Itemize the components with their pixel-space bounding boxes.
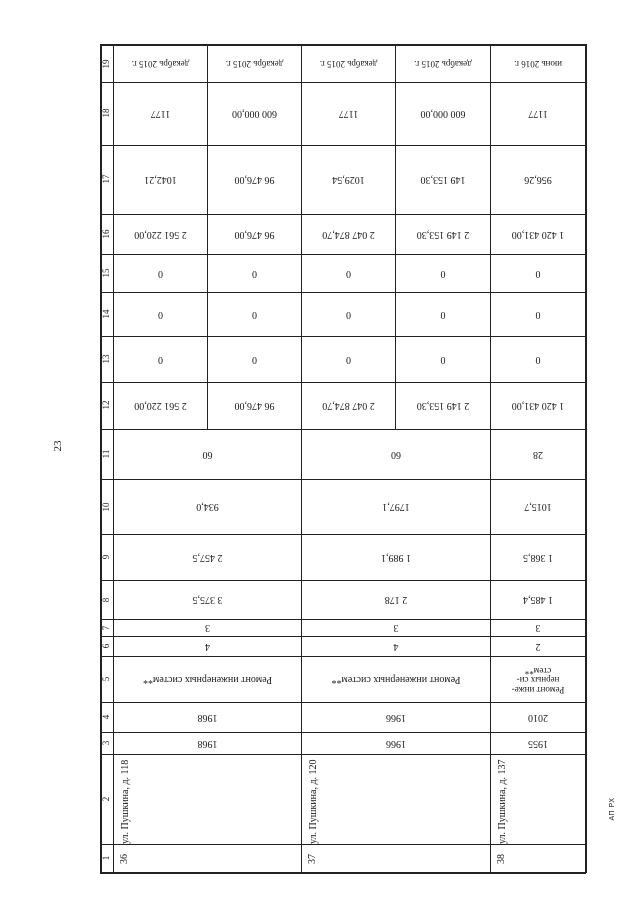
row-38-c6: 2 — [535, 641, 541, 652]
row-38-c11: 28 — [533, 449, 543, 460]
row-37-c18b: 600 000,00 — [420, 108, 466, 120]
row-36-year-built: 1968 — [197, 738, 218, 749]
row-36-work-type: Ремонт инженерных систем** — [142, 674, 273, 685]
col-header: 5 — [101, 676, 112, 682]
col-header: 3 — [101, 740, 112, 746]
data-table — [100, 44, 586, 873]
row-37-c12a: 2 047 874,70 — [322, 400, 375, 412]
row-36-c15: 0 — [158, 268, 163, 279]
row-36-c6: 4 — [205, 641, 210, 652]
row-36-c13b: 0 — [252, 354, 257, 365]
row-38-c17: 956,26 — [524, 174, 552, 186]
row-37-c14b: 0 — [440, 309, 446, 320]
row-36-c12b: 96 476,00 — [234, 400, 275, 412]
col-header: 6 — [101, 643, 112, 649]
page-number: 23 — [52, 440, 64, 452]
col-header: 11 — [101, 449, 112, 459]
col-boundary — [100, 844, 586, 845]
row-37-year-built: 1966 — [386, 738, 406, 749]
row-37-address: ул. Пушкина, д. 120 — [307, 759, 319, 844]
row-37-c11: 60 — [391, 449, 401, 460]
row-36-c9: 2 457,5 — [192, 552, 223, 563]
row-38-year-built: 1955 — [528, 738, 548, 749]
col-header: 19 — [101, 59, 112, 69]
col-header: 1 — [101, 855, 112, 861]
row-36-c12a: 2 561 220,00 — [134, 400, 187, 412]
row-37-work-type: Ремонт инженерных систем** — [331, 674, 461, 685]
row-38-c19: июнь 2016 г. — [514, 58, 562, 69]
row-38-c9: 1 368,5 — [523, 552, 553, 563]
row-38-c13: 0 — [535, 354, 541, 365]
row-37-c8: 2 178 — [384, 594, 408, 606]
row-36-c13: 0 — [158, 354, 163, 365]
row-36-c18b: 600 000,00 — [232, 108, 277, 120]
col-header: 7 — [101, 625, 112, 631]
col-header: 13 — [101, 354, 112, 364]
row-37-c7: 3 — [393, 622, 399, 634]
row-38-c7: 3 — [535, 622, 541, 634]
table-border-bottom — [100, 872, 586, 874]
row-38-c18: 1177 — [528, 108, 548, 120]
row-36-address: ул. Пушкина, д. 118 — [119, 759, 131, 844]
row-37-c9: 1 989,1 — [381, 552, 411, 563]
row-36-c19b: декабрь 2015 г. — [225, 58, 284, 69]
row-36-year-commissioned: 1968 — [197, 712, 218, 723]
col-header: 12 — [101, 400, 112, 410]
row-38-work-type: Ремонт инже-нерных си-стем** — [511, 665, 565, 696]
row-38-c15: 0 — [535, 268, 541, 279]
row-38-c8: 1 485,4 — [523, 594, 553, 606]
row-37-c17b: 149 153,30 — [420, 174, 466, 186]
row-37-c12b: 2 149 153,30 — [416, 400, 470, 412]
col-header: 10 — [101, 502, 112, 512]
row-37-year-commissioned: 1966 — [386, 712, 406, 723]
table-border-right — [585, 44, 587, 873]
row-37-c13b: 0 — [440, 354, 446, 365]
row-36-c19a: декабрь 2015 г. — [131, 58, 190, 69]
row-36-c11: 60 — [202, 449, 213, 460]
row-38-c16: 1 420 431,00 — [511, 229, 565, 240]
col-header: 8 — [101, 597, 112, 603]
row-37-c18a: 1177 — [338, 108, 359, 120]
col-header: 17 — [101, 174, 112, 184]
row-36-c7: 3 — [205, 622, 210, 634]
row-37-c15b: 0 — [440, 268, 446, 279]
row-36-c14: 0 — [158, 309, 163, 320]
col-header: 15 — [101, 268, 112, 278]
row-38-c10: 1015,7 — [524, 501, 552, 513]
row-38-address: ул. Пушкина, д. 137 — [496, 759, 508, 844]
row-37-c17a: 1029,54 — [332, 174, 365, 186]
row-37-c14: 0 — [346, 309, 351, 320]
row-37-c15: 0 — [346, 268, 351, 279]
row-36-c8: 3 375,5 — [192, 594, 223, 606]
row-37-c16a: 2 047 874,70 — [322, 229, 375, 240]
row-37-c6: 4 — [393, 641, 399, 652]
col-header: 16 — [101, 229, 112, 239]
col-header: 4 — [101, 714, 112, 720]
col-header: 9 — [101, 554, 112, 560]
row-36-c10: 934,0 — [196, 501, 219, 513]
col-header: 2 — [101, 796, 112, 802]
row-37-c13: 0 — [346, 354, 351, 365]
row-38-year-commissioned: 2010 — [528, 712, 548, 723]
row-37-number: 37 — [306, 854, 318, 864]
row-36-c16b: 96 476,00 — [234, 229, 275, 240]
col-header: 18 — [101, 108, 112, 118]
footer-mark: АП РХ — [609, 797, 616, 821]
row-37-c16b: 2 149 153,30 — [416, 229, 470, 240]
row-36-c14b: 0 — [252, 309, 257, 320]
row-38-c12: 1 420 431,00 — [511, 400, 565, 412]
row-38-c14: 0 — [535, 309, 541, 320]
row-36-c17a: 1042,21 — [144, 174, 177, 186]
row-36-number: 36 — [118, 854, 130, 864]
row-37-c19a: декабрь 2015 г. — [319, 58, 378, 69]
row-38-number: 38 — [495, 854, 507, 864]
row-36-c18a: 1177 — [150, 108, 171, 120]
row-36-c17b: 96 476,00 — [234, 174, 275, 186]
row-36-c16a: 2 561 220,00 — [134, 229, 187, 240]
row-37-c10: 1797,1 — [382, 501, 410, 513]
row-37-c19b: декабрь 2015 г. — [414, 58, 472, 69]
col-header: 14 — [101, 309, 112, 319]
row-36-c15b: 0 — [252, 268, 257, 279]
